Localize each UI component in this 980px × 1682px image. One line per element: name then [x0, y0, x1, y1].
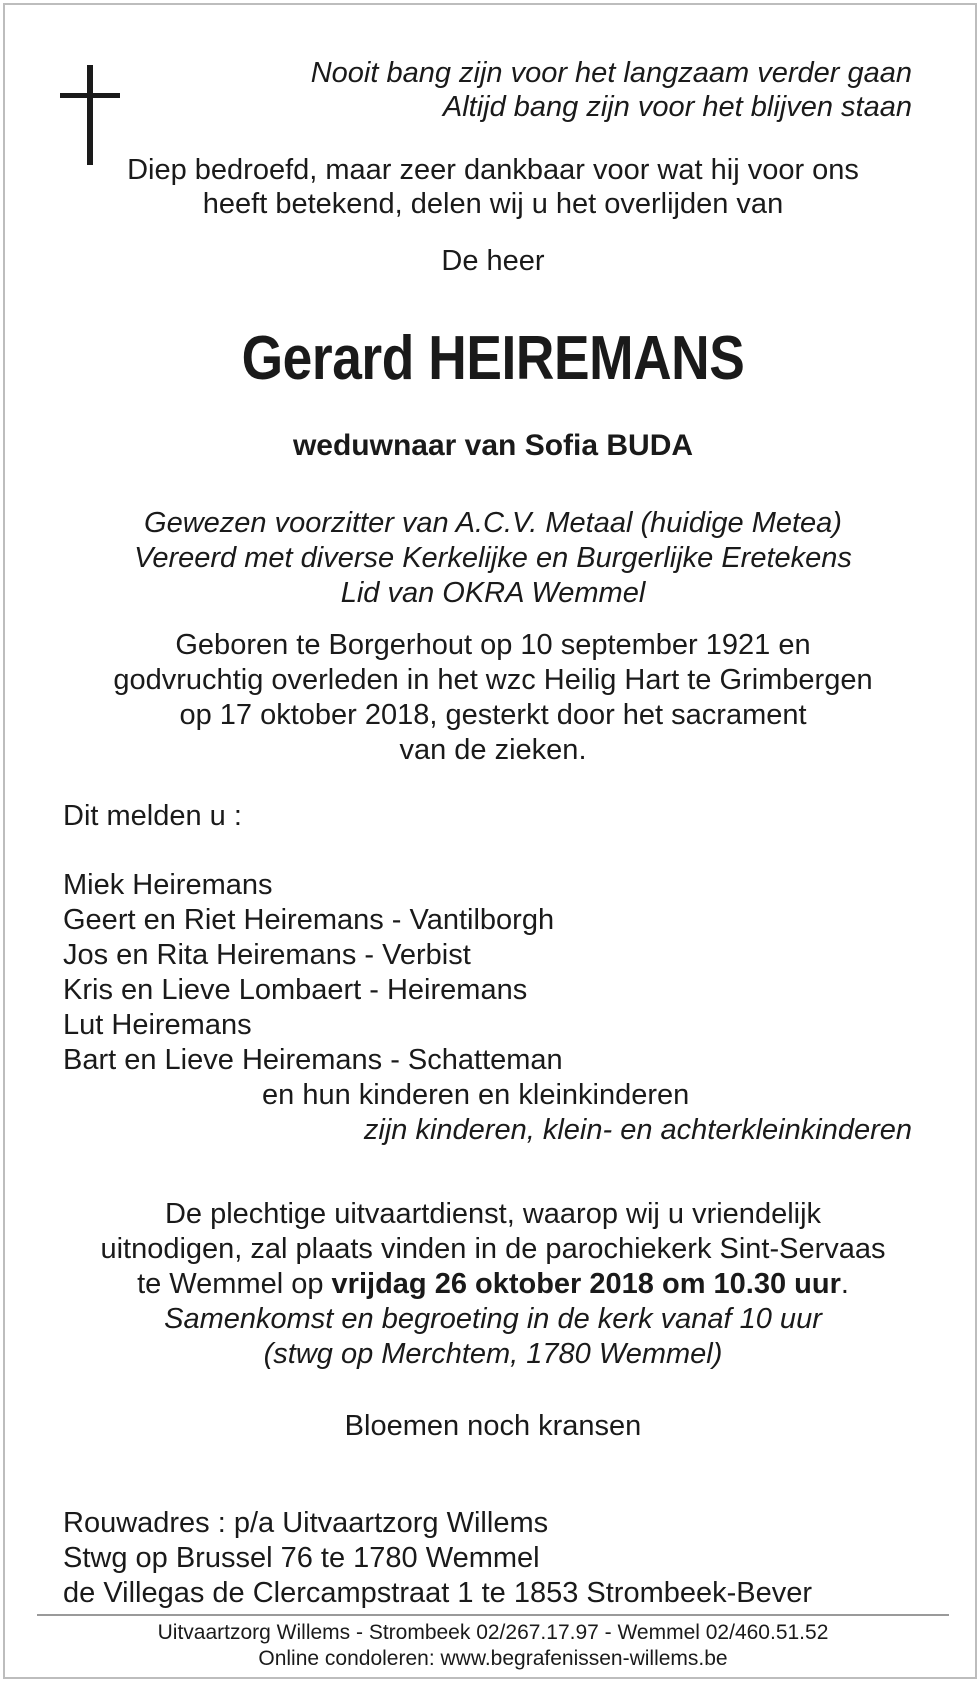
family-more: en hun kinderen en kleinkinderen: [262, 1079, 690, 1111]
service-line-2: uitnodigen, zal plaats vinden in de parochiekerk Sint-Servaas: [100, 1233, 886, 1265]
flowers-note: Bloemen noch kransen: [344, 1410, 642, 1442]
family-member: Miek Heiremans: [63, 869, 273, 901]
service-line-1: De plechtige uitvaartdienst, waarop wij u vriendelijk: [164, 1198, 822, 1230]
family-member: Geert en Riet Heiremans - Vantilborgh: [63, 904, 555, 936]
title-line-1: Gewezen voorzitter van A.C.V. Metaal (huidige Metea): [144, 507, 842, 539]
church-address: (stwg op Merchtem, 1780 Wemmel): [263, 1338, 723, 1370]
family-member: Jos en Rita Heiremans - Verbist: [63, 939, 471, 971]
intro-line-2: heeft betekend, delen wij u het overlijden van: [202, 188, 784, 220]
intro-line-1: Diep bedroefd, maar zeer dankbaar voor wat hij voor ons: [127, 154, 859, 186]
motto-line-2: Altijd bang zijn voor het blijven staan: [442, 91, 912, 123]
service-period: .: [840, 1268, 849, 1300]
obituary-card: [3, 3, 977, 1679]
life-line-3: op 17 oktober 2018, gesterkt door het sacrament: [179, 699, 807, 731]
service-place: te Wemmel op: [137, 1268, 332, 1300]
family-member: Bart en Lieve Heiremans - Schatteman: [63, 1044, 563, 1076]
deceased-name: Gerard HEIREMANS: [241, 324, 745, 393]
title-line-2: Vereerd met diverse Kerkelijke en Burgerlijke Eretekens: [134, 542, 852, 574]
footer-website: Online condoleren: www.begrafenissen-willems.be: [258, 1647, 728, 1670]
service-line-3: [5, 1268, 980, 1301]
announcers-intro: Dit melden u :: [63, 800, 242, 832]
life-line-4: van de zieken.: [399, 734, 587, 766]
title-line-3: Lid van OKRA Wemmel: [340, 577, 646, 609]
life-line-1: Geboren te Borgerhout op 10 september 1921 en: [175, 629, 811, 661]
salutation: De heer: [441, 245, 545, 277]
motto-line-1: Nooit bang zijn voor het langzaam verder gaan: [310, 57, 912, 89]
cross-icon: [60, 65, 120, 165]
mourning-address-line-2: Stwg op Brussel 76 te 1780 Wemmel: [63, 1542, 540, 1574]
gathering-line: Samenkomst en begroeting in de kerk vanaf 10 uur: [164, 1303, 822, 1335]
footer-contact: Uitvaartzorg Willems - Strombeek 02/267.17.97 - Wemmel 02/460.51.52: [157, 1621, 829, 1644]
service-date: vrijdag 26 oktober 2018 om 10.30 uur: [331, 1268, 841, 1300]
widower-of: weduwnaar van Sofia BUDA: [292, 429, 694, 462]
family-role: zijn kinderen, klein- en achterkleinkinderen: [363, 1114, 912, 1146]
family-member: Lut Heiremans: [63, 1009, 252, 1041]
mourning-address-line-3: de Villegas de Clercampstraat 1 te 1853 Strombeek-Bever: [63, 1577, 813, 1609]
footer-divider: [37, 1614, 949, 1616]
family-member: Kris en Lieve Lombaert - Heiremans: [63, 974, 528, 1006]
mourning-address-line-1: Rouwadres : p/a Uitvaartzorg Willems: [63, 1507, 549, 1539]
life-line-2: godvruchtig overleden in het wzc Heilig Hart te Grimbergen: [113, 664, 873, 696]
